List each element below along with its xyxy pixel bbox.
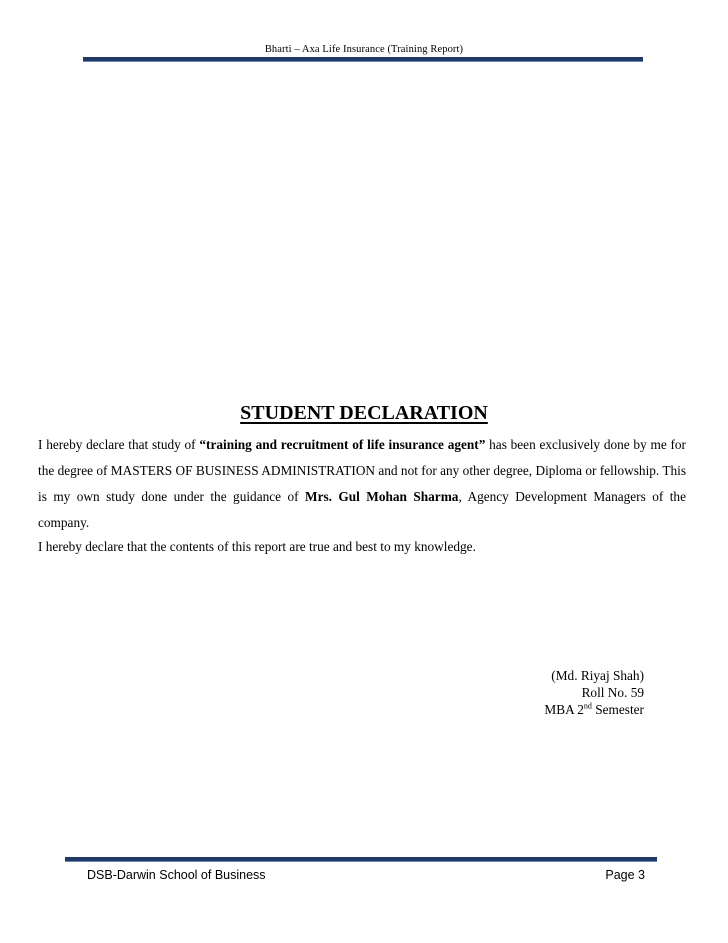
semester-suffix: Semester: [591, 702, 644, 717]
signature-block: [480, 667, 644, 718]
semester: [480, 701, 644, 718]
declaration-paragraph-1: [38, 432, 686, 536]
paragraph-1-text-c: , Agency Development Managers of the company.: [38, 489, 686, 530]
footer-rule: [65, 857, 657, 862]
header-rule: [83, 57, 643, 62]
student-name: (Md. Riyaj Shah): [551, 668, 644, 683]
roll-number: Roll No. 59: [581, 685, 644, 700]
footer-school: DSB-Darwin School of Business: [87, 868, 266, 882]
page-header-title: Bharti – Axa Life Insurance (Training Report): [264, 44, 464, 55]
semester-prefix: MBA 2: [544, 702, 584, 717]
declaration-title: STUDENT DECLARATION: [240, 402, 488, 424]
study-topic: “training and recruitment of life insurance agent”: [199, 437, 486, 452]
declaration-body: [38, 432, 686, 558]
paragraph-1-text-b: has been exclusively done by me for the degree of MASTERS OF BUSINESS ADMINISTRATION and not for any other degree, Diploma or fellowship. This is my own study done under the guidance of: [38, 437, 686, 504]
paragraph-1-text-a: I hereby declare that study of: [38, 437, 200, 452]
footer-page-number: Page 3: [605, 868, 645, 882]
semester-ordinal: nd: [583, 701, 592, 711]
guide-name: Mrs. Gul Mohan Sharma: [305, 489, 459, 504]
declaration-paragraph-2: I hereby declare that the contents of this report are true and best to my knowledge.: [38, 539, 476, 554]
